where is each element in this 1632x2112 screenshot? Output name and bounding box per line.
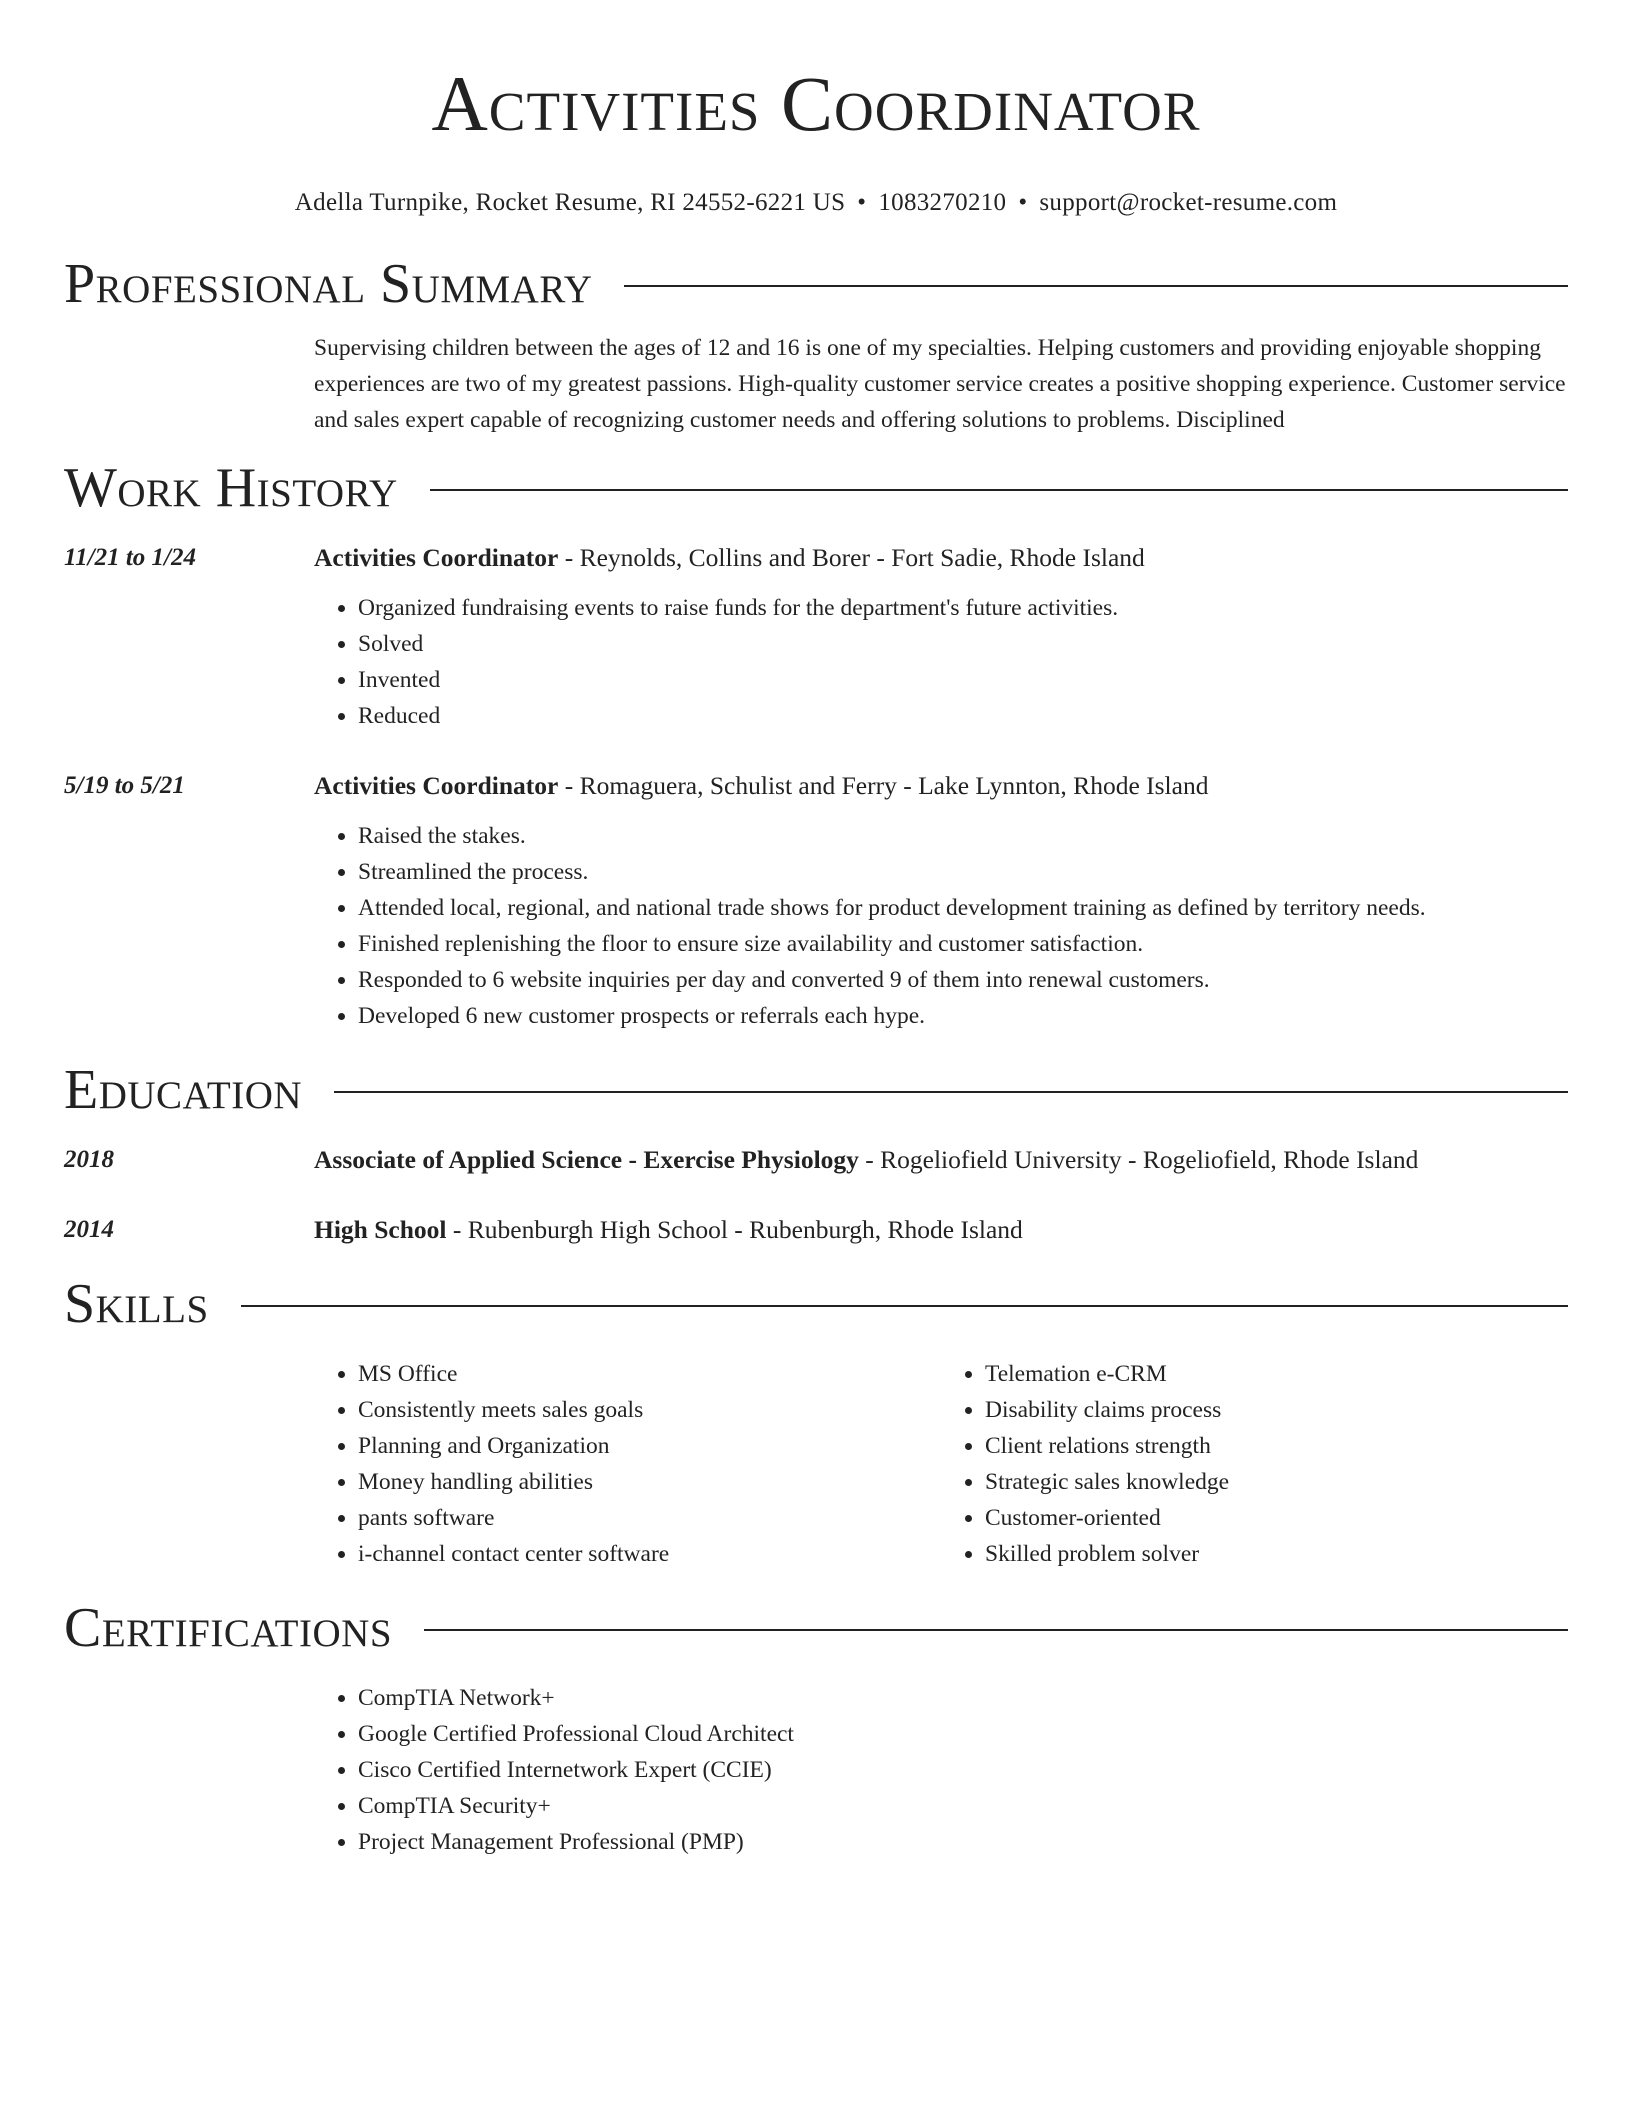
- list-item: • Project Management Professional (PMP): [358, 1824, 1568, 1860]
- skills-column-left: [314, 1356, 941, 1572]
- education-headline: [314, 1142, 1568, 1178]
- education-section-header: [64, 1058, 1568, 1122]
- education-year: 2014: [64, 1216, 114, 1243]
- job-bullets: [314, 590, 1568, 734]
- job-title: Activities Coordinator: [314, 771, 559, 800]
- candidate-title: Activities Coordinator: [431, 60, 1201, 147]
- certifications-section-header: [64, 1596, 1568, 1660]
- skills-list: [314, 1356, 1568, 1572]
- education-year: 2018: [64, 1146, 114, 1173]
- list-item: • CompTIA Network+: [358, 1680, 1568, 1716]
- list-item: • Solved: [358, 626, 1568, 662]
- list-item: • Disability claims process: [985, 1392, 1568, 1428]
- education-school: - Rogeliofield University - Rogeliofield, Rhode Island: [858, 1145, 1419, 1174]
- contact-email[interactable]: support@rocket-resume.com: [1039, 189, 1338, 216]
- list-item: • Planning and Organization: [358, 1428, 941, 1464]
- education-heading: Education: [64, 1059, 303, 1121]
- list-item: • Google Certified Professional Cloud Architect: [358, 1716, 1568, 1752]
- summary-content: [314, 330, 1568, 438]
- job-title: Activities Coordinator: [314, 543, 559, 572]
- job-bullets: [314, 818, 1568, 1034]
- contact-separator: •: [1018, 189, 1028, 216]
- job-employer: - Romaguera, Schulist and Ferry - Lake Lynnton, Rhode Island: [558, 771, 1209, 800]
- skills-section-header: [64, 1272, 1568, 1336]
- job-employer: - Reynolds, Collins and Borer - Fort Sadie, Rhode Island: [558, 543, 1145, 572]
- list-item: • Streamlined the process.: [358, 854, 1568, 890]
- education-degree: Associate of Applied Science - Exercise Physiology: [314, 1145, 859, 1174]
- work-section-header: [64, 456, 1568, 520]
- section-divider: [624, 285, 1568, 287]
- education-entry: [64, 1212, 1568, 1248]
- list-item: • Client relations strength: [985, 1428, 1568, 1464]
- list-item: • Money handling abilities: [358, 1464, 941, 1500]
- skills-heading: Skills: [64, 1273, 209, 1335]
- work-heading: Work History: [64, 457, 398, 519]
- certifications-heading: Certifications: [64, 1597, 393, 1659]
- list-item: • Skilled problem solver: [985, 1536, 1568, 1572]
- list-item: • Raised the stakes.: [358, 818, 1568, 854]
- list-item: • Developed 6 new customer prospects or referrals each hype.: [358, 998, 1568, 1034]
- list-item: • CompTIA Security+: [358, 1788, 1568, 1824]
- list-item: • Customer-oriented: [985, 1500, 1568, 1536]
- summary-text: Supervising children between the ages of 12 and 16 is one of my specialties. Helping customers and providing enjoyable shopping experiences are two of my greatest passions. High-quality customer service creates a positive shopping experience. Customer service and sales expert capable of recognizing customer needs and offering solutions to problems. Disciplined: [314, 335, 1566, 433]
- list-item: • i-channel contact center software: [358, 1536, 941, 1572]
- contact-address: Adella Turnpike, Rocket Resume, RI 24552-6221 US: [294, 189, 846, 216]
- list-item: • Organized fundraising events to raise funds for the department's future activities.: [358, 590, 1568, 626]
- list-item: • Attended local, regional, and national trade shows for product development training as defined by territory needs.: [358, 890, 1568, 926]
- section-divider: [334, 1091, 1568, 1093]
- list-item: • pants software: [358, 1500, 941, 1536]
- list-item: • Invented: [358, 662, 1568, 698]
- list-item: • Cisco Certified Internetwork Expert (CCIE): [358, 1752, 1568, 1788]
- list-item: • Telemation e-CRM: [985, 1356, 1568, 1392]
- section-divider: [241, 1305, 1568, 1307]
- list-item: • Consistently meets sales goals: [358, 1392, 941, 1428]
- contact-phone: 1083270210: [878, 189, 1007, 216]
- section-divider: [424, 1629, 1568, 1631]
- summary-heading: Professional Summary: [64, 253, 593, 315]
- job-entry: [64, 768, 1568, 804]
- skills-column-right: [941, 1356, 1568, 1572]
- certifications-list: [314, 1680, 1568, 1860]
- job-headline: [314, 768, 1568, 804]
- section-divider: [430, 489, 1568, 491]
- education-headline: [314, 1212, 1568, 1248]
- contact-separator: •: [857, 189, 867, 216]
- list-item: • Reduced: [358, 698, 1568, 734]
- education-school: - Rubenburgh High School - Rubenburgh, Rhode Island: [446, 1215, 1023, 1244]
- education-entry: [64, 1142, 1568, 1178]
- list-item: • Finished replenishing the floor to ensure size availability and customer satisfaction.: [358, 926, 1568, 962]
- list-item: • Responded to 6 website inquiries per day and converted 9 of them into renewal customers.: [358, 962, 1568, 998]
- list-item: • Strategic sales knowledge: [985, 1464, 1568, 1500]
- education-degree: High School: [314, 1215, 447, 1244]
- job-entry: [64, 540, 1568, 576]
- job-dates: 5/19 to 5/21: [64, 772, 185, 799]
- job-headline: [314, 540, 1568, 576]
- contact-line: [64, 188, 1568, 218]
- summary-section-header: [64, 252, 1568, 316]
- list-item: • MS Office: [358, 1356, 941, 1392]
- job-dates: 11/21 to 1/24: [64, 544, 196, 571]
